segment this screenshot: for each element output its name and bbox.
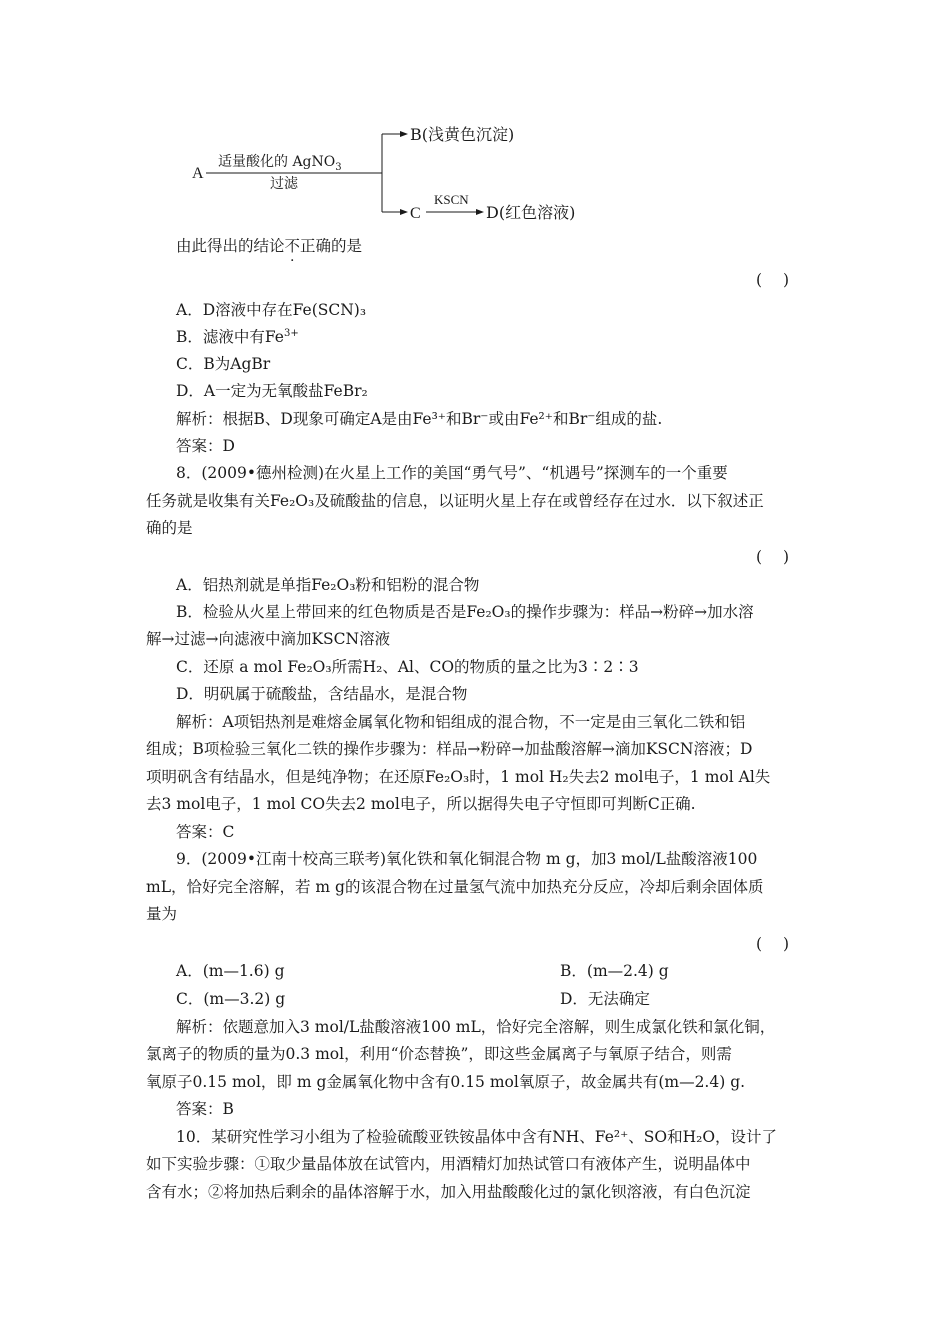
diagram-arrowhead-c: [400, 209, 408, 215]
q9-stem-1: 9．(2009•江南十校高三联考)氧化铁和氧化铜混合物 m g，加3 mol/L盐酸溶液100: [176, 850, 758, 868]
q10-stem-3: 含有水；②将加热后剩余的晶体溶解于水，加入用盐酸酸化过的氯化钡溶液，有白色沉淀: [146, 1183, 751, 1201]
emphasis-mark: 不: [284, 237, 301, 255]
q8-answer: 答案：C: [176, 823, 235, 841]
q9-analysis-1: 解析：依题意加入3 mol/L盐酸溶液100 mL，恰好完全溶解，则生成氯化铁和氯化铜，: [176, 1018, 776, 1036]
q8-option-a: A．铝热剂就是单指Fe₂O₃粉和铝粉的混合物: [176, 576, 480, 594]
diagram-kscn: KSCN: [434, 192, 469, 207]
q7-option-b: B．滤液中有$Fe^{3+}$: [176, 327, 299, 346]
diagram-b: B(浅黄色沉淀): [410, 125, 515, 144]
q9-options-row-2: [176, 989, 650, 1009]
q8-option-d: D．明矾属于硫酸盐，含结晶水，是混合物: [176, 685, 468, 703]
q9-option-a: A．(m—1.6) g: [176, 962, 285, 980]
reaction-diagram: [186, 118, 626, 226]
diagram-arrowhead-b: [400, 131, 408, 137]
q8-option-c: C．还原 a mol Fe₂O₃所需H₂、Al、CO的物质的量之比为3∶2∶3: [176, 658, 639, 676]
q7-option-c: C．B为AgBr: [176, 355, 271, 373]
q7-answer: 答案：D: [176, 437, 235, 455]
q8-stem-2: 任务就是收集有关Fe₂O₃及硫酸盐的信息，以证明火星上存在或曾经存在过水．以下叙述正: [146, 492, 764, 510]
q9-analysis-2: 氯离子的物质的量为0.3 mol，利用“价态替换”，即这些金属离子与氧原子结合，则需: [146, 1045, 732, 1063]
diagram-reagent: 适量酸化的 AgNO$_3$: [218, 154, 342, 173]
q8-answer-paren: ( ): [756, 548, 798, 566]
q9-option-c: C．(m—3.2) g: [176, 990, 286, 1008]
q9-option-d: D．无法确定: [560, 990, 650, 1008]
q9-answer: 答案：B: [176, 1100, 234, 1118]
q9-stem-2: mL，恰好完全溶解，若 m g的该混合物在过量氢气流中加热充分反应，冷却后剩余固体质: [146, 878, 764, 896]
q8-option-b-1: B．检验从火星上带回来的红色物质是否是Fe₂O₃的操作步骤为：样品→粉碎→加水溶: [176, 603, 754, 621]
q10-stem-2: 如下实验步骤：①取少量晶体放在试管内，用酒精灯加热试管口有液体产生，说明晶体中: [146, 1155, 751, 1173]
diagram-filter: 过滤: [270, 176, 298, 192]
q9-analysis-3: 氧原子0.15 mol，即 m g金属氧化物中含有0.15 mol氧原子，故金属共有(m—2.4) g.: [146, 1073, 746, 1091]
diagram-arrowhead-kscn: [476, 209, 484, 215]
q8-option-b-2: 解→过滤→向滤液中滴加KSCN溶液: [146, 630, 391, 648]
q9-answer-paren: ( ): [756, 935, 798, 953]
diagram-c: C: [410, 205, 421, 222]
q8-analysis-2: 组成；B项检验三氧化二铁的操作步骤为：样品→粉碎→加盐酸溶解→滴加KSCN溶液；D: [146, 740, 753, 758]
q9-options-row-1: [176, 961, 669, 981]
q7-option-a: A．D溶液中存在Fe(SCN)₃: [176, 301, 367, 319]
q10-stem-1: 10．某研究性学习小组为了检验硫酸亚铁铵晶体中含有NH、Fe²⁺、SO和H₂O，设计了: [176, 1128, 778, 1146]
q8-analysis-1: 解析：A项铝热剂是难熔金属氧化物和铝组成的混合物，不一定是由三氧化二铁和铝: [176, 713, 746, 731]
diagram-d: D(红色溶液): [486, 203, 576, 222]
q7-option-d: D．A一定为无氧酸盐FeBr₂: [176, 382, 368, 400]
q9-option-b: B．(m—2.4) g: [560, 962, 669, 980]
q8-stem-1: 8．(2009•德州检测)在火星上工作的美国“勇气号”、“机遇号”探测车的一个重要: [176, 464, 728, 482]
q7-analysis: 解析：根据B、D现象可确定A是由Fe³⁺和Br⁻或由Fe²⁺和Br⁻组成的盐.: [176, 410, 663, 428]
q7-answer-paren: ( ): [756, 271, 798, 289]
q9-stem-3: 量为: [146, 905, 178, 923]
q8-analysis-3: 项明矾含有结晶水，但是纯净物；在还原Fe₂O₃时，1 mol H₂失去2 mol电子，1 mol Al失: [146, 768, 771, 786]
q8-stem-3: 确的是: [146, 519, 193, 537]
diagram-a: A: [192, 165, 204, 182]
q7-stem: 由此得出的结论不正确的是: [176, 237, 363, 255]
q8-analysis-4: 去3 mol电子，1 mol CO失去2 mol电子，所以据得失电子守恒即可判断C正确.: [146, 795, 696, 813]
